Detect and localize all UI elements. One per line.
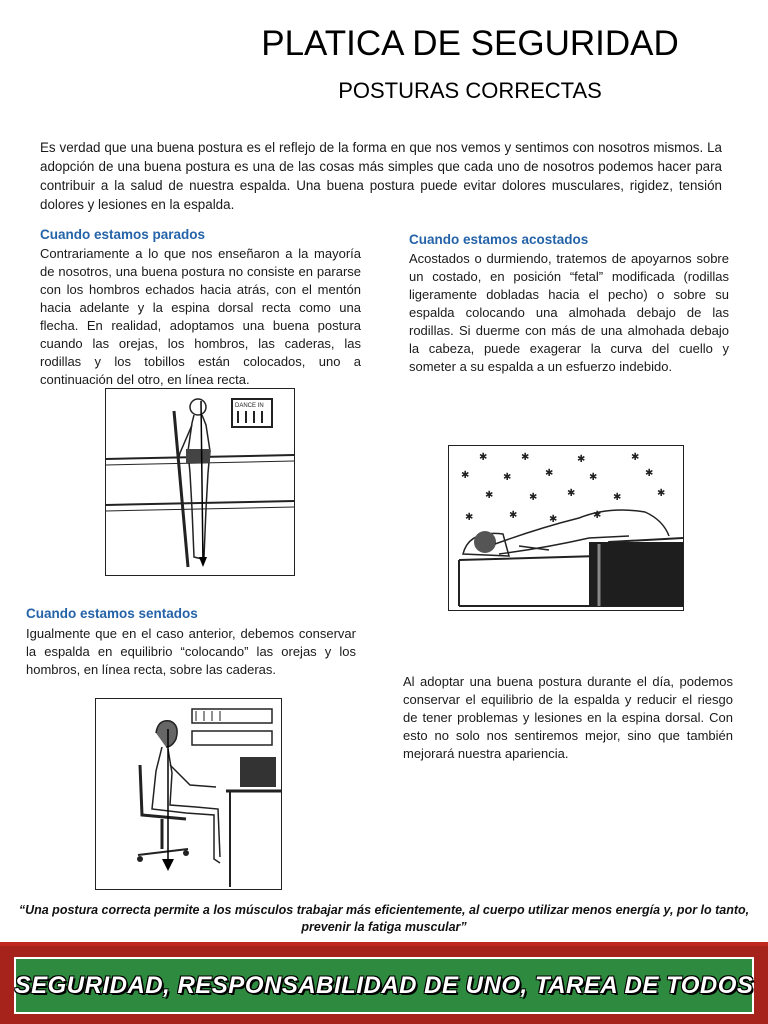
standing-heading: Cuando estamos parados (40, 227, 206, 242)
svg-text:✱: ✱ (645, 468, 654, 479)
intro-paragraph: Es verdad que una buena postura es el reflejo de la forma en que nos vemos y sentimos con nosotros mismos. La adopción de una buena postura es una de las cosas más simples que cada uno de nosotros podemos hacer para contribuir a la salud de nuestra espalda. Una buena postura puede evitar dolores musculares, rigidez, tensión dolores y lesiones en la espalda. (40, 140, 722, 212)
svg-text:✱: ✱ (549, 514, 558, 525)
footer-slogan: SEGURIDAD, RESPONSABILIDAD DE UNO, TAREA DE TODOS (14, 972, 754, 999)
standing-paragraph: Contrariamente a lo que nos enseñaron a la mayoría de nosotros, una buena postura no consiste en pararse con los hombros echados hacia atrás, con el mentón hacia adelante y la espina dorsal recta como una flecha. En realidad, adoptamos una buena postura cuando las orejas, los hombros, las caderas, las rodillas y los tobillos están colocados, uno a continuación del otro, en línea recta. (40, 246, 361, 387)
svg-text:✱: ✱ (521, 452, 530, 463)
lying-paragraph: Acostados o durmiendo, tratemos de apoyarnos sobre un costado, en posición “fetal” modificada (rodillas ligeramente dobladas hacia el pecho) o sobre su espalda colocando una almohada debajo de las rodillas. Si duerme con más de una almohada debajo la cabeza, puede exagerar la curva del cuello y someter a su espalda a un esfuerzo indebido. (409, 251, 729, 374)
svg-text:✱: ✱ (465, 512, 474, 523)
svg-text:✱: ✱ (545, 468, 554, 479)
quote: “Una postura correcta permite a los músculos trabajar más eficientemente, al cuerpo utilizar menos energía y, por lo tanto, prevenir la fatiga muscular” (18, 903, 750, 934)
svg-text:✱: ✱ (577, 454, 586, 465)
svg-text:✱: ✱ (529, 492, 538, 503)
svg-text:✱: ✱ (631, 452, 640, 463)
sitting-heading: Cuando estamos sentados (26, 606, 198, 621)
page-subtitle: POSTURAS CORRECTAS (338, 78, 602, 103)
sign-text: DANCE IN (235, 403, 264, 409)
svg-text:✱: ✱ (479, 452, 488, 463)
svg-text:✱: ✱ (593, 510, 602, 521)
page-title: PLATICA DE SEGURIDAD (261, 24, 679, 63)
svg-text:✱: ✱ (509, 510, 518, 521)
svg-text:✱: ✱ (503, 472, 512, 483)
standing-posture-illustration (105, 388, 295, 576)
svg-text:✱: ✱ (613, 492, 622, 503)
lying-posture-illustration (448, 445, 684, 611)
sitting-paragraph: Igualmente que en el caso anterior, debemos conservar la espalda en equilibrio “colocando” las orejas y los hombros, en línea recta, sobre las caderas. (26, 626, 356, 677)
svg-text:✱: ✱ (657, 488, 666, 499)
svg-text:✱: ✱ (567, 488, 576, 499)
svg-text:✱: ✱ (461, 470, 470, 481)
svg-text:✱: ✱ (589, 472, 598, 483)
conclusion-paragraph: Al adoptar una buena postura durante el día, podemos conservar el equilibrio de la espalda y reducir el riesgo de tener problemas y lesiones en la espina dorsal. Con esto no solo nos sentiremos mejor, sino que también mejorará nuestra apariencia. (403, 674, 733, 761)
svg-text:✱: ✱ (485, 490, 494, 501)
sitting-posture-illustration (95, 698, 282, 890)
lying-heading: Cuando estamos acostados (409, 232, 589, 247)
